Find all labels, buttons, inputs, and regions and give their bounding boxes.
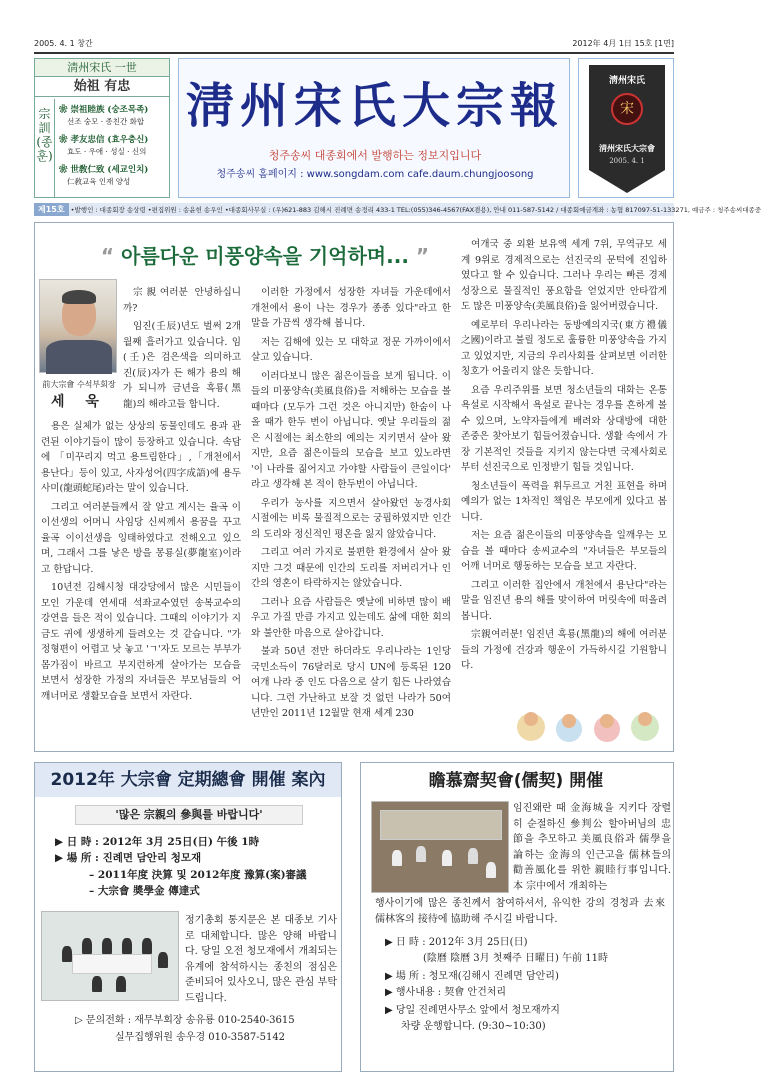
top-info-bar [34,38,674,52]
motto-side-label: 宗 訓 (종훈) [35,99,55,197]
main-article [34,222,674,752]
gathering-photo [371,801,509,893]
article-column-1-top [123,285,241,415]
memorial-gathering-notice [360,762,674,1072]
paragraph: 이러다보니 많은 젊은이들을 보게 됩니다. 이들의 미풍양속(美風良俗)을 저해하는 모습을 볼 때마다 (모두가 그런 것은 아니지만) 한숨이 나올 때가 한두 번이 아닙니다. 옛날 우리들의 젊은 시절에는 최소한의 예의는 지키면서 살아 왔지만, 요즘 젊은이들의 모습을 보고 있노라면 '이 나라를 짊어지고 가야할 사람들이 큰일이다' 라고 생각해 본 적이 한두번이 아닙니다. [251,370,451,490]
paragraph: 불과 50년 전만 하더라도 우리나라는 1인당 국민소득이 76달러로 당시 UN에 등록된 120여개 나라 중 인도 다음으로 살기 힘든 나라였습니다. 그런 가난하고 보잘 것 없던 나라가 50여년만인 2011년 12월말 현재 세계 230 [251,646,451,719]
author-name: 세 욱 [51,394,107,410]
masthead [178,58,570,198]
founding-date: 2005. 4. 1 창간 [34,39,93,48]
meeting-place: ▶ 場 所 : 진례면 담안리 청모재 [55,852,202,864]
emblem-character: 宋 [620,101,634,117]
meeting-agenda-1: – 2011年度 決算 및 2012年度 豫算(案)審議 [89,869,307,881]
gathering-description: 임진왜란 때 金海城을 지키다 장렬히 순절하신 參判公 할아버님의 忠節을 추모하고 美風良俗과 儒學을 論하는 金海의 인근고을 儒林들의 勸善風化를 위한 親睦行事입니다. 本 宗中에서 개최하는 [513,803,671,892]
paragraph: 그리고 여러 가지로 불편한 환경에서 살아 왔지만 그것 때문에 인간의 도리를 저버리거나 인간의 영혼이 타락하지는 않았습니다. [251,547,451,589]
meeting-title: 2012年 大宗會 定期總會 開催 案內 [35,763,341,797]
bus-info-time: 차량 운행합니다. (9:30~10:30) [401,1021,546,1032]
motto-line-3: ❀ 世敎仁致 (세교인치) [59,165,149,175]
gathering-date-detail: (陰曆 陰曆 3月 첫째주 日曜日) 午前 11時 [423,953,608,964]
quote-close: ” [415,244,430,268]
founder-name: 始祖 有忠 [35,77,169,97]
motto-title: 淸州宋氏 一世 [35,59,169,77]
contact-line-1: ▷ 문의전화 : 재무부회장 송유룡 010-2540-3615 [75,1015,295,1026]
meeting-date: ▶ 日 時 : 2012年 3月 25日(日) 午後 1時 [55,836,260,848]
general-meeting-notice [34,762,342,1072]
paragraph: 宗親여러분! 임진년 흑룡(黑龍)의 해에 여러분들의 가정에 건강과 행운이 가득하시길 기원합니다. [461,629,667,671]
clan-motto-box [34,58,170,198]
issue-number: 제15호 [34,203,69,216]
top-rule [34,52,674,54]
contact-line-2: 실무집행위원 송우경 010-3587-5142 [115,1032,286,1043]
paragraph: 10년전 김해시청 대강당에서 많은 시민들이 모인 가운데 연세대 석좌교수였던 송복교수의 강연을 들은 적이 있습니다. 그때의 이야기가 지금도 귀에 생생하게 들려오는 것 같습니다. "가정형편이 어렵고 낫 놓고 'ㄱ'자도 모르는 부부가 몸가짐이 바르고 부지런하게 살아가는 모습을 보면서 성장한 가정의 자녀들은 부모님들의 어깨너머로 생활모습을 보면서 자란다. [41,582,241,702]
paragraph: 그리고 이러한 집안에서 개천에서 용난다"라는 말을 임진년 용의 해를 맞이하여 머릿속에 떠올려 봅니다. [461,579,667,622]
meeting-photo [41,911,179,1001]
gathering-content: ▶ 행사내용 : 契會 안건처리 [385,987,507,998]
article-column-2 [251,285,451,725]
article-title [85,233,445,279]
gathering-place: ▶ 場 所 : 청모재(김해시 진례면 담안리) [385,971,559,982]
quote-open: “ [100,244,115,268]
paragraph: 여개국 중 외환 보유액 세계 7위, 무역규모 세계 9위로 경제적으로는 선진국의 문턱에 진입하였다고 할 수 있습니다. 그러나 우리는 빠른 경제 성장으로 물질적인 풍요함을 얻었지만 안타깝게도 많은 미풍양속(美風良俗)을 잃어버렸습니다. [461,239,667,312]
decorative-illustration [511,701,667,745]
paragraph: 우리가 농사를 지으면서 살아왔던 농경사회 시절에는 비록 물질적으로는 궁핍하였지만 인간의 도리와 정신적인 평온을 잃지 않았습니다. [251,497,451,540]
motto-line-1: ❀ 崇祖睦族 (숭조목족) [59,105,149,115]
clan-emblem-icon [611,93,643,125]
article-title-text: 아름다운 미풍양속을 기억하며... [121,244,409,268]
homepage-link[interactable]: 청주송씨 홈페이지 : www.songdam.com cafe.daum.chungjoosong [216,169,534,180]
paragraph: 예로부터 우리나라는 동방예의지국(東方禮儀之國)이라고 불릴 정도로 훌륭한 미풍양속을 가지고 있었지만, 지금의 우리사회를 살펴보면 이러한 칭호가 어울리지 않은 듯합니다. [461,319,667,377]
paragraph: 宗親여러분 안녕하십니까? [123,287,241,314]
gathering-date: ▶ 日 時 : 2012年 3月 25日(日) [385,937,528,948]
bus-info: ▶ 당일 진례면사무소 앞에서 청모재까지 [385,1005,560,1016]
paragraph: 임진(壬辰)년도 벌써 2개월째 흘러가고 있습니다. 임(壬)은 검은색을 의미하고 진(辰)자가 든 해가 용의 해가 되니까 금년을 흑룡(黑龍)의 해라고들 합니다. [123,321,241,410]
clan-flag [578,58,674,198]
article-column-1 [41,419,241,707]
paragraph: 그러나 요즘 사람들은 옛날에 비하면 많이 배우고 가질 만큼 가지고 있는데도 삶에 대한 회의와 불안한 마음으로 살아갑니다. [251,596,451,639]
paragraph: 청소년들이 폭력을 휘두르고 거친 표현을 하며 예의가 없는 1차적인 책임은 부모에게 있다고 봅니다. [461,480,667,523]
motto-line-2: ❀ 孝友忠信 (효우충신) [59,135,149,145]
flag-date: 2005. 4. 1 [609,157,645,165]
masthead-subtitle: 청주송씨 대종회에서 발행하는 정보지입니다 [268,149,482,162]
paragraph: 요즘 우리주위를 보면 청소년들의 대화는 온통 욕설로 시작해서 욕설로 끝나는 경우를 흔하게 볼 수 있으며, 노약자들에게 배려와 상대방에 대한 존중은 찾아보기 힘들어졌습니다. 생활 속에서 가장 기본적인 것들을 지키지 않는다면 국제사회로부터 선진국으로 인정받기 힘들 것입니다. [461,384,667,473]
paragraph: 용은 실체가 없는 상상의 동물인데도 용과 관련된 이야기들이 많이 등장하고 있습니다. 속담에 「미꾸리지 먹고 용트림한다」,「개천에서 용난다」등이 있고, 사자성어(四字成語)에 용두사미(龍頭蛇尾)라는 말이 있습니다. [41,421,241,494]
motto-line-2-desc: 효도 · 우애 · 성실 · 신의 [67,147,147,156]
meeting-subtitle: '많은 宗親의 參與를 바랍니다' [75,805,303,825]
gathering-title: 瞻慕齋契會(儒契) 開催 [428,771,604,791]
author-title: 前大宗會 수석부회장 [42,380,116,389]
meeting-description: 정기총회 통지문은 본 대종보 기사로 대체합니다. 많은 양해 바랍니다. 당일 오전 청모재에서 개최되는 유계에 참석하시는 종친의 점심은 준비되어 있사오니, 많은 관심 부탁드립니다. [185,915,337,1004]
paragraph: 저는 김해에 있는 모 대학교 정문 가까이에서 살고 있습니다. [251,336,451,363]
flag-bottom-text: 淸州宋氏大宗會 [599,143,655,153]
author-photo [39,279,117,373]
newspaper-title: 淸州宋氏大宗報 [185,78,564,134]
issue-date: 2012年 4月 1日 15호 [1면] [572,39,674,48]
flag-top-text: 淸州宋氏 [608,76,645,86]
paragraph: 이러한 가정에서 성장한 자녀들 가운데에서 개천에서 용이 나는 경우가 종종 있다"라고 한 말을 가끔씩 생각해 봅니다. [251,287,451,329]
publisher-info-bar [34,203,761,216]
publisher-info: •발행인 : 대종회장 송상령 •편집위원 : 송윤헌 송우인 •대종회사무실 : (우)621-883 김해시 진례면 송정리 433-1 TEL:(055)346-4567(FAX겸용), 안내 011-587-5142 / 대종회예금계좌 : 농협 817097-51-133271, 예금주 : 청주송씨대종중 [70,206,761,214]
gathering-description-cont: 행사이기에 많은 종친께서 참여하셔서, 유익한 강의 경청과 去來 儒林客의 接待에 協助해 주시길 바랍니다. [375,898,665,925]
motto-line-3-desc: 仁敎교육 인재 양성 [67,177,131,186]
paragraph: 그리고 여러분들께서 잘 알고 계시는 율곡 이이선생의 어머니 사임당 신씨께서 용꿈을 꾸고 율곡 이이선생을 잉태하였다고 전해오고 있으며, 그래서 그를 낳은 방을 몽룡실(夢龍室)이라고 한답니다. [41,501,241,575]
motto-line-1-desc: 선조 숭모 · 종친간 화합 [67,117,145,126]
paragraph: 저는 요즘 젊은이들의 미풍양속을 일깨우는 모습을 볼 때마다 송씨교수의 "자녀들은 부모들의 어깨 너머로 행동하는 모습을 보고 자란다. [461,530,667,572]
meeting-agenda-2: – 大宗會 奬學金 傳達式 [89,885,200,897]
article-column-3 [461,237,667,677]
